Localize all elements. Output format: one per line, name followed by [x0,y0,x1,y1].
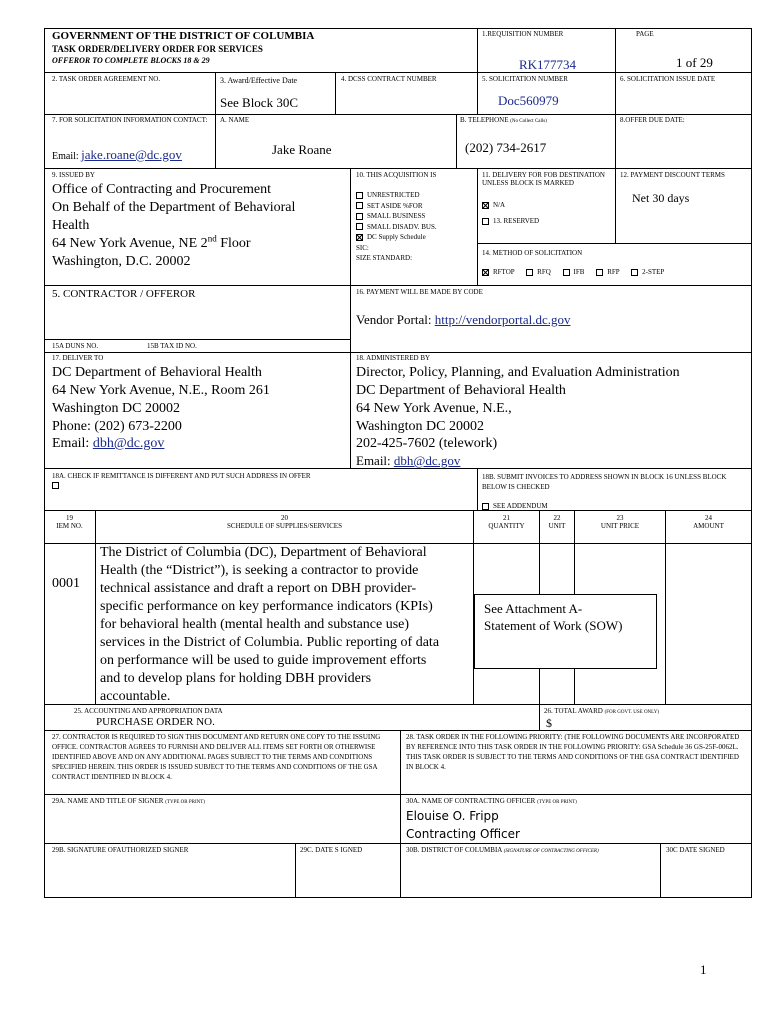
reserved-option[interactable] [482,217,539,225]
divider [660,843,661,898]
divider [44,352,752,353]
issued-by-line3: Health [52,218,90,233]
divider [350,285,351,353]
option-unrestricted[interactable] [356,190,437,201]
telephone-label [460,116,547,126]
signature-field[interactable] [46,856,294,896]
date-signed-label: 29C. DATE S IGNED [300,846,363,854]
acquisition-label: 10. THIS ACQUISITION IS [356,171,437,179]
block27-text: 27. CONTRACTOR IS REQUIRED TO SIGN THIS DOCUMENT AND RETURN ONE COPY TO THE ISSUING OFFICE. CONTRACTOR AGREES TO FURNISH AND DELIVER ALL ITEMS SET FORTH OR OTHERWISE IDENTIFIED ABOVE AND ON ANY ADDITIONAL PAGES SUBJECT TO THE TERMS AND CONDITIONS SPECIFIED HEREIN. THIS ORDER IS ISSUED SUBJECT TO THE TERMS AND CONDITIONS OF THE GSA CONTRACT IDENTIFIED IN BLOCK 4. [52,733,381,781]
signer-note: (TYPE OR PRINT) [165,800,205,805]
divider [215,114,216,168]
page-number: 1 [700,962,707,977]
solicitation-number[interactable]: Doc560979 [498,93,559,108]
option-label: DC Supply Schedule [367,233,426,241]
checkbox-icon[interactable] [596,269,603,276]
email-label: Email: [356,453,391,468]
method-rfp[interactable] [596,268,619,276]
deliver-email-link[interactable]: dbh@dc.gov [92,436,165,451]
delivery-fob-label: 11. DELIVERY FOR FOB DESTINATION UNLESS BLOCK IS MARKED [482,171,605,187]
requisition-label: 1.REQUISITION NUMBER [482,30,564,38]
divider [44,843,752,844]
col22-header [540,514,574,530]
discount-terms-value[interactable]: Net 30 days [632,191,690,205]
officer-note: (TYPE OR PRINT) [537,800,577,805]
divider [44,730,752,731]
email-label: Email: [52,151,79,162]
floor-superscript: nd [207,233,217,244]
attachment-line: See Attachment A- [484,601,583,616]
form-title: GOVERNMENT OF THE DISTRICT OF COLUMBIA [52,30,315,42]
requisition-number[interactable]: RK177734 [519,57,577,72]
col19-number: 19 [66,514,73,522]
divider [44,168,752,169]
admin-line-3: 64 New York Avenue, N.E., [356,401,512,416]
option-small-disadv[interactable] [356,222,437,233]
submit-invoices-label: 18B. SUBMIT INVOICES TO ADDRESS SHOWN IN BLOCK 16 UNLESS BLOCK BELOW IS CHECKED [482,473,727,491]
method-2step[interactable] [631,268,664,276]
method-label-text: RFQ [537,268,551,276]
divider [295,843,296,898]
option-small-business[interactable] [356,211,437,222]
divider [477,468,478,511]
divider [44,114,752,115]
agreement-label: 2. TASK ORDER AGREEMENT NO. [52,75,161,83]
divider [539,704,540,730]
col19-label: IEM NO. [56,522,83,530]
checkbox-icon[interactable] [356,223,363,230]
method-label-text: 2-STEP [642,268,665,276]
description-line: on performance will be used to guide improvement efforts [100,653,427,668]
col20-header [96,514,473,530]
page-label: PAGE [636,30,654,38]
total-award-label [544,707,659,717]
issued-by-label: 9. ISSUED BY [52,171,95,179]
remittance-label: 18A. CHECK IF REMITTANCE IS DIFFERENT AND PUT SUCH ADDRESS IN OFFER [52,472,311,480]
checkbox-icon[interactable] [356,213,363,220]
col22-label: UNIT [548,522,566,530]
page-value: 1 of 29 [676,55,713,70]
name-label: A. NAME [220,116,250,124]
divider [477,28,478,114]
col24-label: AMOUNT [693,522,724,530]
discount-terms-label: 12. PAYMENT DISCOUNT TERMS [620,171,725,179]
sic-label: SIC: [356,243,369,252]
acquisition-options [356,190,437,264]
option-label: SMALL BUSINESS [367,212,426,220]
option-label: UNRESTRICTED [367,191,420,199]
description-line: for behavioral health (mental health and substance use) [100,617,410,632]
col23-label: UNIT PRICE [600,522,640,530]
divider [44,510,752,511]
payment-label: 16. PAYMENT WILL BE MADE BY CODE [356,288,483,296]
col24-header [666,514,751,530]
award-label: 3. Award/Effective Date [220,76,298,85]
divider [456,114,457,168]
checkbox-icon[interactable] [482,218,489,225]
col20-number: 20 [281,514,288,522]
dc-signature-label [406,846,599,856]
divider [215,72,216,114]
dc-label-text: 30B. DISTRICT OF COLUMBIA [406,846,502,854]
floor-text: Floor [216,236,251,251]
na-option[interactable] [482,201,505,209]
method-label-text: RFTOP [493,268,515,276]
solicitation-issue-date-label: 6. SOLICITATION ISSUE DATE [620,75,716,83]
telephone-label-text: B. TELEPHONE [460,116,509,124]
description-line: accountable. [100,689,171,704]
option-dc-supply[interactable] [356,232,437,243]
officer-title: Contracting Officer [406,827,520,841]
col23-header [575,514,665,530]
method-rftop[interactable] [482,268,514,276]
attachment-line: Statement of Work (SOW) [484,618,623,633]
col21-header [474,514,539,530]
issued-by-line4 [52,235,251,253]
admin-line-5: 202-425-7602 (telework) [356,436,498,451]
col21-number: 21 [503,514,510,522]
item-description [100,544,439,706]
see-addendum-label: SEE ADDENDUM [493,502,548,510]
description-line: Health (the “District”), is seeking a contractor to provide [100,563,419,578]
offeror-note: OFFEROR TO COMPLETE BLOCKS 18 & 29 [52,56,210,65]
divider [44,339,350,340]
divider [615,114,616,168]
option-label: SMALL DISADV. BUS. [367,222,437,231]
checkbox-icon[interactable] [356,202,363,209]
deliver-line-3: Washington DC 20002 [52,401,180,416]
method-ifb[interactable] [563,268,585,276]
signature-label: 29B. SIGNATURE OFAUTHORIZED SIGNER [52,846,189,854]
divider [477,168,478,286]
officer-label-text: 30A. NAME OF CONTRACTING OFFICER [406,797,536,805]
officer-name: Elouise O. Fripp [406,809,499,823]
checked-checkbox-icon[interactable] [482,202,489,209]
deliver-to-label: 17. DELIVER TO [52,354,104,362]
see-addendum-option[interactable] [482,502,548,510]
tax-id-label: 15B TAX ID NO. [147,342,197,350]
vendor-portal-link[interactable]: http://vendorportal.dc.gov [434,312,571,327]
checkbox-icon[interactable] [563,269,570,276]
checkbox-icon[interactable] [52,482,59,489]
total-award-value[interactable]: $ [546,716,552,730]
form-border-bottom [44,897,752,898]
duns-label: 15A DUNS NO. [52,342,99,350]
description-line: services in the District of Columbia. Public reporting of data [100,635,440,650]
col24-number: 24 [705,514,712,522]
description-line: technical assistance and draft a report on DBH provider- [100,581,417,596]
issued-by-line2: On Behalf of the Department of Behavioral [52,200,296,215]
checked-checkbox-icon[interactable] [482,269,489,276]
checkbox-icon[interactable] [356,192,363,199]
signer-label-text: 29A. NAME AND TITLE OF SIGNER [52,797,164,805]
contact-name[interactable]: Jake Roane [272,142,332,157]
divider [400,730,401,898]
issued-by-line1: Office of Contracting and Procurement [52,182,272,197]
divider [350,168,351,286]
deliver-line-4: Phone: (202) 673-2200 [52,419,182,434]
reserved-label: 13. RESERVED [493,217,540,225]
divider [44,285,752,286]
option-label: SET ASIDE %FOR [367,201,423,210]
divider [44,794,752,795]
description-line: and to develop plans for holding DBH providers [100,671,372,686]
deliver-line-2: 64 New York Avenue, N.E., Room 261 [52,383,270,398]
option-set-aside[interactable] [356,201,437,212]
award-value[interactable]: See Block 30C [220,95,298,110]
vendor-portal [356,311,570,329]
purchase-order-label: PURCHASE ORDER NO. [96,716,215,728]
form-border-right [751,28,752,898]
contact-phone[interactable]: (202) 734-2617 [465,140,547,155]
description-line: specific performance on key performance indicators (KPIs) [100,599,433,614]
divider [615,168,616,243]
checkbox-icon[interactable] [482,503,489,510]
form-border-left [44,28,45,898]
contact-email-link[interactable]: jake.roane@dc.gov [81,147,182,162]
admin-line-1: Director, Policy, Planning, and Evaluation Administration [356,365,680,380]
contact-label: 7. FOR SOLICITATION INFORMATION CONTACT: [52,116,208,124]
email-label: Email: [52,436,90,451]
vendor-portal-label: Vendor Portal: [356,312,432,327]
issued-by-address: 64 New York Avenue, NE 2 [52,236,208,251]
form-subtitle: TASK ORDER/DELIVERY ORDER FOR SERVICES [52,44,263,54]
contractor-label: 5. CONTRACTOR / OFFEROR [52,288,196,300]
total-award-note: (FOR GOVT. USE ONLY) [604,710,659,715]
divider [665,510,666,704]
na-label: N/A [493,201,506,209]
col21-label: QUANTITY [488,522,525,530]
col23-number: 23 [616,514,624,522]
method-options [482,268,664,276]
divider [44,72,752,73]
dc-signature-field[interactable] [402,856,659,896]
checkbox-icon[interactable] [526,269,533,276]
administered-by-label: 18. ADMINISTERED BY [356,354,431,362]
checked-checkbox-icon[interactable] [356,234,363,241]
issued-by-line5: Washington, D.C. 20002 [52,254,191,269]
solicitation-number-label: 5. SOLICITATION NUMBER [482,75,568,83]
date-signed-field[interactable] [297,856,399,896]
divider [477,243,752,244]
col20-label: SCHEDULE OF SUPPLIES/SERVICES [227,522,342,530]
method-rfq[interactable] [526,268,551,276]
block28-text: 28. TASK ORDER IN THE FOLLOWING PRIORITY: (THE FOLLOWING DOCUMENTS ARE INCORPORATED BY REFERENCE INTO THIS TASK ORDER IN THE FOLLOWING PRIORITY: GSA Schedule 36 GS-25F-0062L. THIS TASK ORDER IS SUBJECT TO THE TERMS AND CONDITIONS OF THE GSA CONTRACT IDENTIFIED IN BLOCK 4. [406,733,740,771]
accounting-label: 25. ACCOUNTING AND APPROPRIATION DATA [74,707,223,715]
divider [95,510,96,704]
offer-due-date-label: 8.OFFER DUE DATE: [620,116,685,124]
item-number: 0001 [52,576,80,591]
admin-line-4: Washington DC 20002 [356,419,484,434]
size-standard-label: SIZE STANDARD: [356,254,413,262]
no-collect-note: (No Collect Calls) [510,119,547,124]
col19-header [44,514,95,530]
date-30c-field[interactable] [662,856,750,896]
deliver-line-1: DC Department of Behavioral Health [52,365,262,380]
col22-number: 22 [553,514,561,522]
divider [615,28,616,114]
signer-label [52,797,205,807]
deliver-email [52,435,164,453]
method-label: 14. METHOD OF SOLICITATION [482,249,583,257]
admin-email-link[interactable]: dbh@dc.gov [393,453,461,468]
checkbox-icon[interactable] [631,269,638,276]
attachment-text [484,600,622,634]
form-border-top [44,28,752,29]
admin-email [356,452,460,470]
method-label-text: RFP [607,268,620,276]
contact-email-row [52,148,182,164]
divider [350,352,351,469]
divider [335,72,336,114]
remittance-checkbox[interactable] [52,482,63,490]
date-30c-label: 30C DATE SIGNED [666,846,725,854]
dc-signature-note: (SIGNATURE OF CONTRACTING OFFICER) [503,849,599,854]
description-line: The District of Columbia (DC), Department of Behavioral [100,545,427,560]
total-award-text: 26. TOTAL AWARD [544,707,603,715]
admin-line-2: DC Department of Behavioral Health [356,383,566,398]
dcss-contract-label: 4. DCSS CONTRACT NUMBER [341,75,437,83]
officer-label [406,797,577,807]
method-label-text: IFB [573,268,585,276]
